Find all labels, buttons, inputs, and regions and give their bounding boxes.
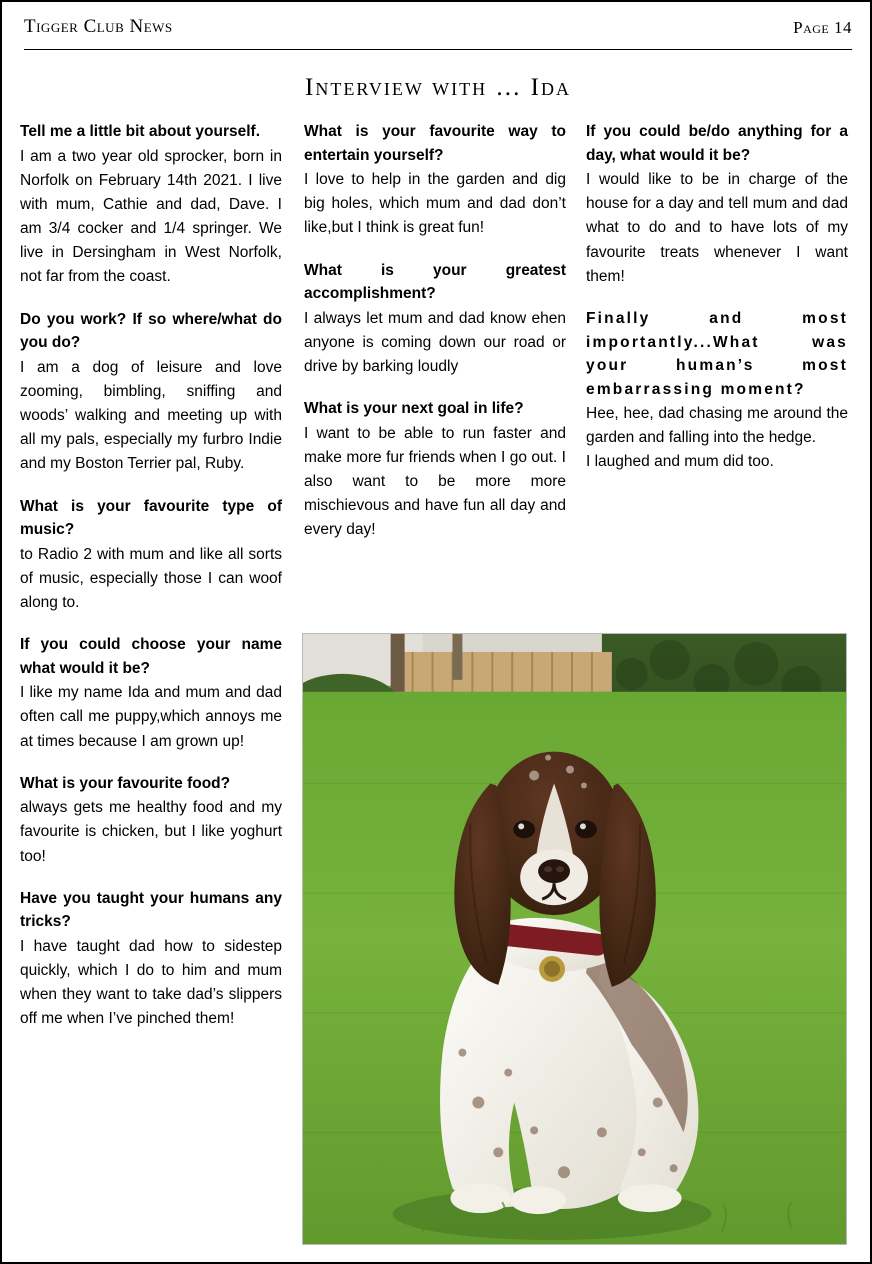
question: If you could be/do anything for a day, what would it be? (586, 123, 848, 164)
question: If you could choose your name what would it be? (20, 636, 282, 677)
answer: I would like to be in charge of the house for a day and tell mum and dad what to do and to have lots of my favourite treats whenever I want them! (586, 171, 848, 285)
photo-of-ida (302, 633, 847, 1245)
answer: I want to be able to run faster and make more fur friends when I go out. I also want to be more more mischievous and have fun all day and every day! (304, 424, 566, 539)
masthead (24, 16, 852, 50)
answer: I have taught dad how to sidestep quickly, which I do to him and mum when they want to take dad’s slippers off me when I’ve pinched them! (20, 937, 282, 1028)
question: Tell me a little bit about yourself. (20, 123, 261, 140)
question: What is your favourite type of music? (20, 497, 282, 539)
answer: I laughed and mum did too. (586, 453, 774, 471)
column-1 (20, 120, 282, 1032)
publication-title: Tigger Club News (24, 16, 173, 37)
column-3 (586, 120, 848, 475)
article-title: Interview with … Ida (305, 74, 571, 101)
page-number: Page 14 (793, 18, 852, 37)
photo-illustration (303, 634, 846, 1244)
question: What is your next goal in life? (304, 400, 524, 418)
question: Finally and most importantly...What was your human’s most embarrassing moment? (586, 309, 848, 398)
question: What is your favourite food? (20, 774, 231, 792)
question: What is your favourite way to entertain yourself? (304, 123, 566, 164)
question: Have you taught your humans any tricks? (20, 889, 282, 931)
question: What is your greatest accomplishment? (304, 261, 566, 303)
answer: I like my name Ida and mum and dad often call me puppy,which annoys me at times because I am grown up! (20, 684, 282, 750)
answer: I am a dog of leisure and love zooming, bimbling, sniffing and woods’ walking and meeting up with all my pals, especially my furbro Indie and my Boston Terrier pal, Ruby. (20, 358, 282, 473)
column-2 (304, 120, 566, 543)
answer: I always let mum and dad know ehen anyone is coming down our road or drive by barking loudly (304, 309, 566, 376)
question: Do you work? If so where/what do you do? (20, 310, 282, 352)
answer: I love to help in the garden and dig big holes, which mum and dad don’t like,but I think is great fun! (304, 171, 566, 237)
answer: always gets me healthy food and my favourite is chicken, but I like yoghurt too! (20, 799, 282, 865)
answer: I am a two year old sprocker, born in Norfolk on February 14th 2021. I live with mum, Cathie and dad, Dave. I am 3/4 cocker and 1/4 springer. We live in Dersingham in West Norfolk, not far from the coast. (20, 147, 282, 286)
answer: to Radio 2 with mum and like all sorts of music, especially those I can woof along to. (20, 545, 282, 611)
answer: Hee, hee, dad chasing me around the garden and falling into the hedge. (586, 405, 848, 447)
